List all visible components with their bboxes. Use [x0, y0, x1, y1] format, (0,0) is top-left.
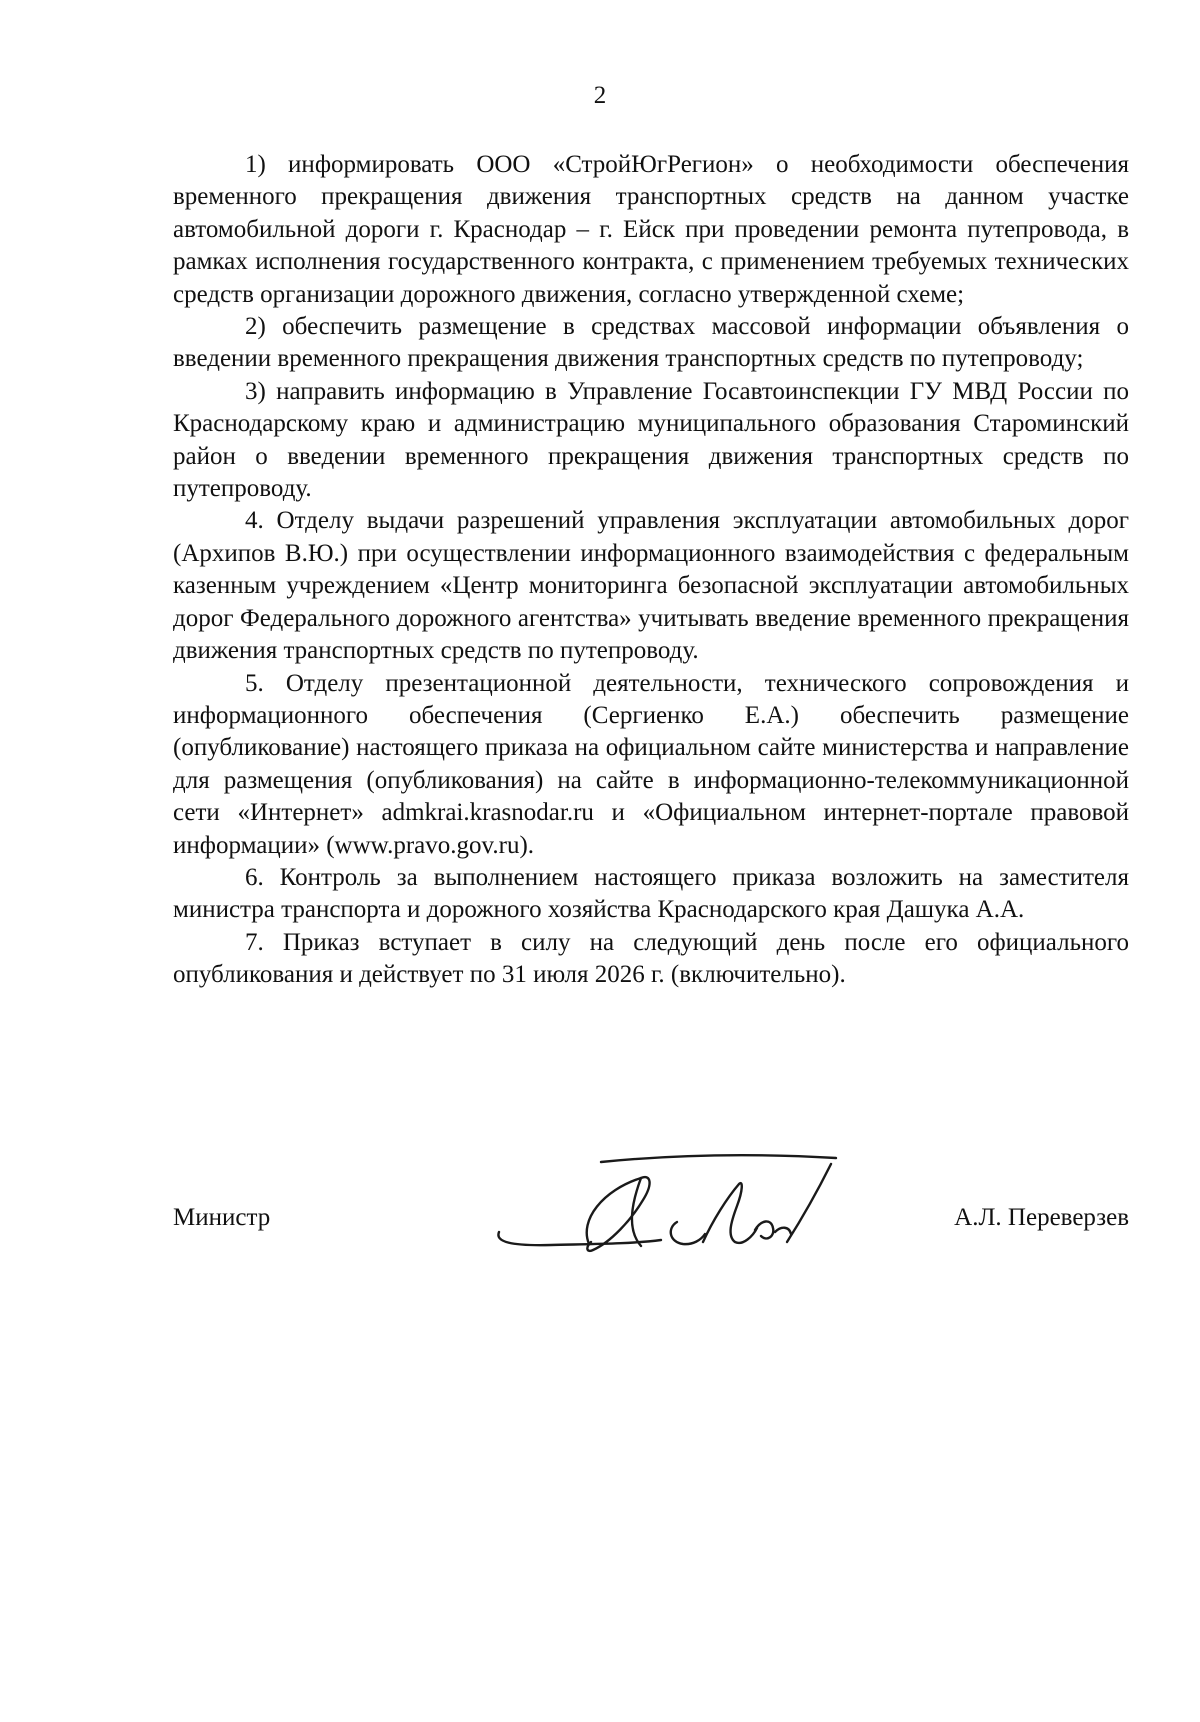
signatory-position: Министр [173, 1204, 271, 1231]
handwritten-signature-icon [491, 1150, 871, 1270]
paragraph-item-3: 3) направить информацию в Управление Госавтоинспекции ГУ МВД России по Краснодарскому краю и администрацию муниципального образования Староминский район о введении временного прекращения движения транспортных средств по путепроводу. [173, 377, 1129, 503]
signature-block [173, 1150, 1129, 1270]
paragraph-item-2: 2) обеспечить размещение в средствах массовой информации объявления о введении временного прекращения движения транспортных средств по путепроводу; [173, 313, 1129, 373]
paragraph-item-1: 1) информировать ООО «СтройЮгРегион» о необходимости обеспечения временного прекращения движения транспортных средств на данном участке автомобильной дороги г. Краснодар – г. Ейск при проведении ремонта путепровода, в рамках исполнения государственного контракта, с применением требуемых технических средств организации дорожного движения, согласно утвержденной схеме; [173, 151, 1129, 308]
paragraph-section-6: 6. Контроль за выполнением настоящего приказа возложить на заместителя министра транспорта и дорожного хозяйства Краснодарского края Дашука А.А. [173, 863, 1129, 924]
paragraph-section-5: 5. Отделу презентационной деятельности, технического сопровождения и информационного обеспечения (Сергиенко Е.А.) обеспечить размещение (опубликование) настоящего приказа на официальном сайте министерства и направление для размещения (опубликования) на сайте в информационно-телекоммуникационной сети «Интернет» admkrai.krasnodar.ru и «Официальном интернет-портале правовой информации» (www.pravo.gov.ru). [173, 669, 1129, 859]
document-body [173, 149, 1129, 992]
paragraph-section-4: 4. Отделу выдачи разрешений управления эксплуатации автомобильных дорог (Архипов В.Ю.) при осуществлении информационного взаимодействия с федеральным казенным учреждением «Центр мониторинга безопасной эксплуатации автомобильных дорог Федерального дорожного агентства» учитывать введение временного прекращения движения транспортных средств по путепроводу. [173, 507, 1129, 665]
signatory-name: А.Л. Переверзев [954, 1204, 1129, 1231]
paragraph-section-7: 7. Приказ вступает в силу на следующий день после его официального опубликования и действует по 31 июля 2026 г. (включительно). [173, 928, 1129, 989]
page-number: 2 [593, 82, 607, 109]
